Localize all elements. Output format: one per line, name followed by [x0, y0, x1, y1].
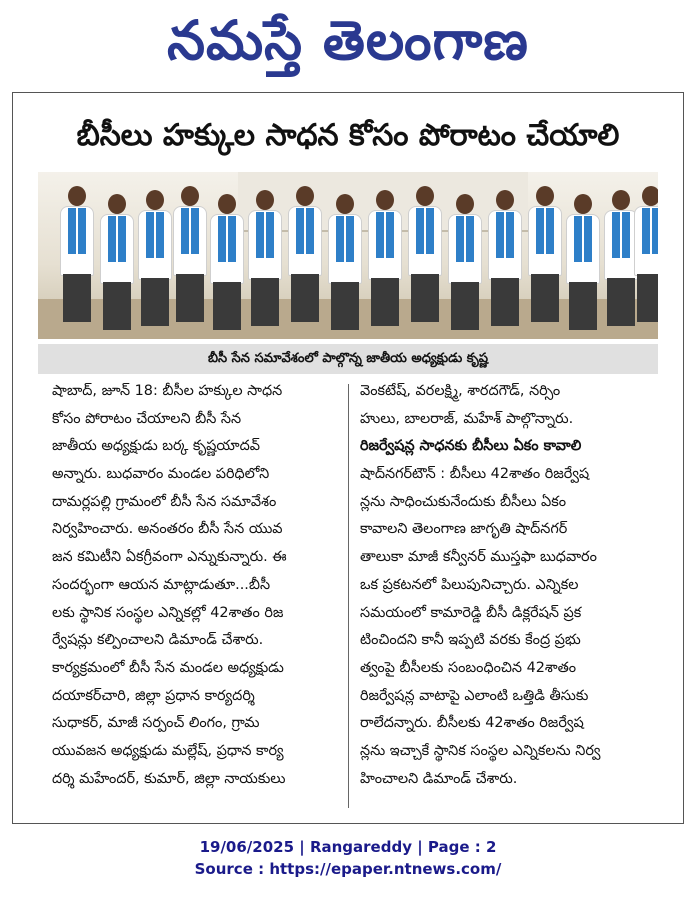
text-line: రాలేదన్నారు. బీసీలకు 42శాతం రిజర్వేష — [360, 715, 584, 732]
person-scarf — [612, 212, 620, 258]
person-scarf — [466, 216, 474, 262]
person-shirt — [566, 214, 600, 284]
person-scarf — [256, 212, 264, 258]
text-line: అన్నారు. బుధవారం మండల పరిధిలోని — [52, 466, 270, 483]
person-shirt — [100, 214, 134, 284]
person-head — [574, 194, 592, 214]
person-scarf — [191, 208, 199, 254]
person-scarf — [266, 212, 274, 258]
person-scarf — [156, 212, 164, 258]
text-line: ర్వేషన్లు కల్పించాలని డిమాండ్‌ చేశారు. — [52, 632, 264, 649]
person-head — [536, 186, 554, 206]
person-shirt — [328, 214, 362, 284]
person-head — [336, 194, 354, 214]
person-scarf — [228, 216, 236, 262]
sub-headline: రిజర్వేషన్ల సాధనకు బీసీలు ఏకం కావాలి — [360, 438, 582, 455]
text-line: తాలుకా మాజీ కన్వీనర్‌ ముస్తఫా బుధవారం — [360, 549, 597, 566]
person-head — [376, 190, 394, 210]
footer-source-link[interactable]: Source : https://epaper.ntnews.com/ — [194, 860, 502, 878]
person-shirt — [448, 214, 482, 284]
person-scarf — [336, 216, 344, 262]
text-line: సందర్భంగా ఆయన మాట్లాడుతూ...బీసీ — [52, 576, 271, 593]
person-scarf — [574, 216, 582, 262]
person-scarf — [642, 208, 650, 254]
text-line: లకు స్థానిక సంస్థల ఎన్నికల్లో 42శాతం రిజ — [52, 604, 284, 621]
person-shirt — [488, 210, 522, 280]
text-line: కోసం పోరాటం చేయాలని బీసీ సేన — [52, 410, 242, 427]
person-legs — [569, 282, 597, 330]
person-scarf — [306, 208, 314, 254]
person-head — [416, 186, 434, 206]
person-shirt — [210, 214, 244, 284]
person-scarf — [68, 208, 76, 254]
person-shirt — [604, 210, 638, 280]
person-legs — [451, 282, 479, 330]
person-legs — [291, 274, 319, 322]
person-legs — [141, 278, 169, 326]
person-head — [296, 186, 314, 206]
person-scarf — [376, 212, 384, 258]
person-scarf — [546, 208, 554, 254]
text-line: షాద్‌నగర్‌టౌన్‌ : బీసీలు 42శాతం రిజర్వేష — [360, 466, 590, 483]
footer — [0, 836, 696, 880]
text-line: దయాకర్‌చారి, జిల్లా ప్రధాన కార్యదర్శి — [52, 687, 255, 704]
left-column — [52, 378, 348, 793]
person-legs — [371, 278, 399, 326]
person-legs — [176, 274, 204, 322]
person-shirt — [528, 206, 562, 276]
text-line: సమయంలో కామారెడ్డి బీసీ డిక్లరేషన్‌ ప్రక — [360, 604, 582, 621]
person-head — [218, 194, 236, 214]
person-shirt — [60, 206, 94, 276]
text-line: సుధాకర్‌, మాజీ సర్పంచ్‌ లింగం, గ్రామ — [52, 715, 260, 732]
text-line: హించాలని డిమాండ్‌ చేశారు. — [360, 770, 518, 787]
text-line: న్లను సాధించుకునేందుకు బీసీలు ఏకం — [360, 493, 567, 510]
article-headline: బీసీలు హక్కుల సాధన కోసం పోరాటం చేయాలి — [76, 118, 620, 153]
text-line: త్వంపై బీసీలకు సంబంధించిన 42శాతం — [360, 659, 577, 676]
person-shirt — [248, 210, 282, 280]
text-line: షాబాద్‌, జూన్‌ 18: బీసీల హక్కుల సాధన — [52, 383, 283, 399]
text-line: టించిందని కానీ ఇప్పటి వరకు కేంద్ర ప్రభు — [360, 632, 581, 649]
text-line: రిజర్వేషన్ల వాటాపై ఎలాంటి ఒత్తిడి తీసుకు — [360, 687, 589, 704]
person-legs — [411, 274, 439, 322]
person-scarf — [536, 208, 544, 254]
person-scarf — [584, 216, 592, 262]
photo-caption: బీసీ సేన సమావేశంలో పాల్గొన్న జాతీయ అధ్యక్షుడు కృష్ణ — [38, 344, 658, 374]
person-scarf — [218, 216, 226, 262]
person-scarf — [146, 212, 154, 258]
person-legs — [531, 274, 559, 322]
column-divider — [348, 384, 349, 808]
person-scarf — [456, 216, 464, 262]
person-legs — [63, 274, 91, 322]
person-scarf — [108, 216, 116, 262]
person-head — [181, 186, 199, 206]
person-head — [108, 194, 126, 214]
person-head — [456, 194, 474, 214]
masthead — [0, 6, 696, 76]
person-head — [642, 186, 658, 206]
person-scarf — [386, 212, 394, 258]
text-line: వెంకటేష్‌, వరలక్ష్మి, శారదగౌడ్‌, నర్సిం — [360, 383, 561, 399]
text-line: యువజన అధ్యక్షుడు మల్లేష్‌, ప్రధాన కార్య — [52, 742, 284, 759]
person-scarf — [296, 208, 304, 254]
person-head — [68, 186, 86, 206]
person-legs — [103, 282, 131, 330]
person-shirt — [368, 210, 402, 280]
newspaper-logo: నమస్తే తెలంగాణ — [167, 9, 529, 72]
text-line: నిర్వహించారు. అనంతరం బీసీ సేన యువ — [52, 521, 283, 538]
person-shirt — [408, 206, 442, 276]
text-line: జన కమిటీని ఏకగ్రీవంగా ఎన్నుకున్నారు. ఈ — [52, 549, 287, 566]
person-head — [256, 190, 274, 210]
person-shirt — [288, 206, 322, 276]
person-scarf — [652, 208, 658, 254]
text-line: జాతీయ అధ్యక్షుడు బర్క కృష్ణయాదవ్‌ — [52, 438, 260, 455]
text-line: న్లను ఇచ్చాకే స్థానిక సంస్థల ఎన్నికలను నిర్వ — [360, 742, 601, 759]
group-photo — [38, 172, 658, 339]
text-line: దర్శి మహేందర్‌, కుమార్‌, జిల్లా నాయకులు — [52, 770, 286, 787]
person-scarf — [181, 208, 189, 254]
text-line: దామర్లపల్లి గ్రామంలో బీసీ సేన సమావేశం — [52, 493, 277, 510]
person-legs — [607, 278, 635, 326]
person-head — [496, 190, 514, 210]
person-scarf — [118, 216, 126, 262]
text-line: ఒక ప్రకటనలో పిలుపునిచ్చారు. ఎన్నికల — [360, 576, 579, 593]
person-head — [146, 190, 164, 210]
person-scarf — [506, 212, 514, 258]
footer-meta: 19/06/2025 | Rangareddy | Page : 2 — [199, 838, 497, 856]
person-scarf — [496, 212, 504, 258]
text-line: కావాలని తెలంగాణ జాగృతి షాద్‌నగర్‌ — [360, 521, 568, 538]
person-scarf — [78, 208, 86, 254]
person-legs — [331, 282, 359, 330]
person-head — [612, 190, 630, 210]
person-scarf — [622, 212, 630, 258]
person-shirt — [138, 210, 172, 280]
person-scarf — [426, 208, 434, 254]
person-scarf — [416, 208, 424, 254]
text-line: కార్యక్రమంలో బీసీ సేన మండల అధ్యక్షుడు — [52, 659, 284, 676]
person-legs — [213, 282, 241, 330]
text-line: హులు, బాలరాజ్‌, మహేశ్‌ పాల్గొన్నారు. — [360, 410, 574, 427]
person-scarf — [346, 216, 354, 262]
person-legs — [491, 278, 519, 326]
person-legs — [637, 274, 658, 322]
person-shirt — [173, 206, 207, 276]
right-column — [360, 378, 656, 793]
person-legs — [251, 278, 279, 326]
